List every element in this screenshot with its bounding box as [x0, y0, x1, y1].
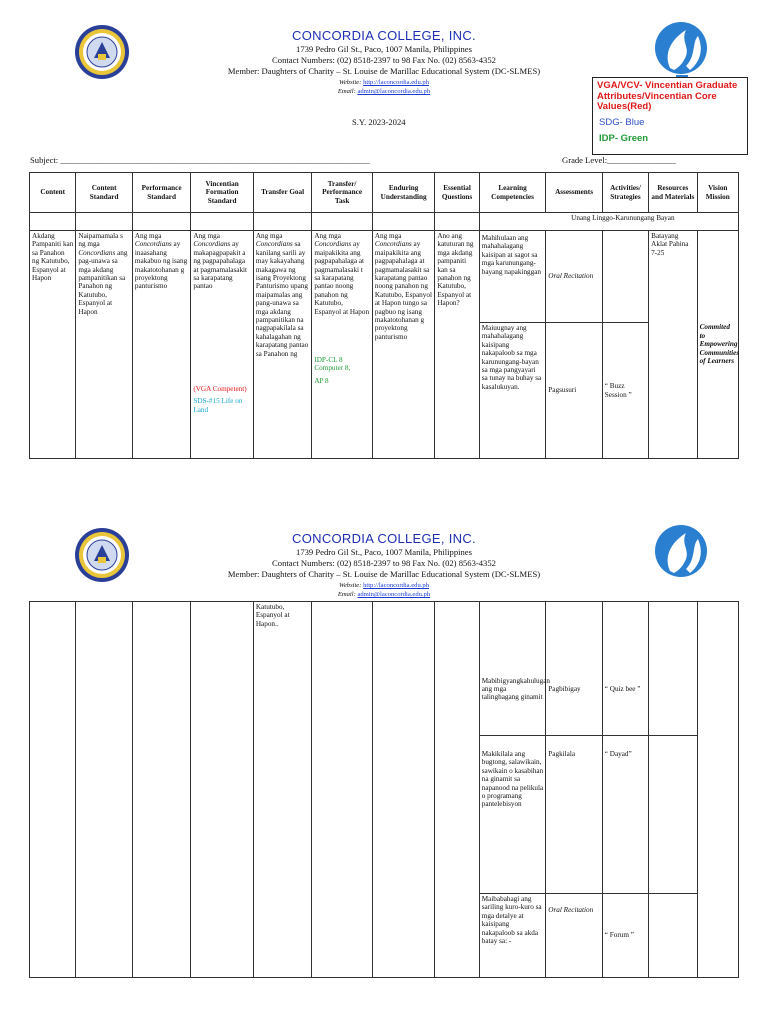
col-essential-questions: Essential Questions	[435, 173, 479, 213]
college-contacts: Contact Numbers: (02) 8518-2397 to 98 Fax No. (02) 8563-4352	[272, 558, 496, 568]
college-name: CONCORDIA COLLEGE, INC.	[292, 531, 476, 546]
idp-tag-2: Computer 8,	[314, 364, 351, 373]
activity-cell-1	[602, 231, 648, 323]
competency-cell-3: Mabibigyangkahulugan ang mga talinghagang ginamit	[479, 644, 546, 736]
col-vincentian-standard: Vincentian Formation Standard	[191, 173, 254, 213]
col-assessments: Assessments	[546, 173, 602, 213]
website-link[interactable]: http://laconcordia.edu.ph	[363, 79, 430, 86]
competency-cell-5: Maibabahagi ang sariling kuro-kuro sa mga detalye at kaisipang nakapaloob sa akda batay sa: -	[479, 894, 546, 978]
email-link[interactable]: admin@laconcordia.edu.ph	[357, 591, 431, 598]
subject-field: Subject: ________________________________________________________________________	[30, 155, 370, 165]
table-row	[30, 602, 739, 644]
col-content: Content	[30, 173, 76, 213]
assessment-cell-1: Oral Recitation	[546, 231, 602, 323]
col-performance-standard: Performance Standard	[132, 173, 190, 213]
content-standard-cell: Naipamamala s ng mga Concordians ang pag-unawa sa mga akdang pampanitikan sa Panahon ng Katutubo, Espanyol at Hapon	[76, 231, 132, 459]
website-line: Website: http://laconcordia.edu.ph	[338, 79, 430, 86]
idp-tag-3: AP 8	[314, 376, 329, 385]
transfer-goal-cont-cell: Katutubo, Espanyol at Hapon..	[253, 602, 311, 978]
activity-cell-2: “ Buzz Session ”	[602, 323, 648, 459]
college-address: 1739 Pedro Gil St., Paco, 1007 Manila, Philippines	[296, 547, 472, 557]
vga-tag: (VGA Competent)	[193, 384, 247, 393]
activity-cell-3: “ Quiz bee ”	[602, 644, 648, 736]
table-row	[30, 231, 739, 323]
school-year: S.Y. 2023-2024	[352, 117, 406, 127]
college-member: Member: Daughters of Charity – St. Louise de Marillac Educational System (DC-SLMES)	[227, 569, 541, 579]
legend-idp: IDP- Green	[599, 132, 649, 144]
curriculum-map-table-continued	[29, 601, 739, 978]
essential-questions-cell: Ano ang katuturan ng mga akdang pampaniti kan sa panahon ng Katutubo, Espanyol at Hapon?	[435, 231, 479, 459]
enduring-understanding-cell: Ang mga Concordians ay maipakikita ang pagpapahalaga at pagmamalasakit sa karapatang pantao noong panahon ng Katutubo, Espanyol at Hapon tungo sa pagbuo ng isang makatotohanan g proyektong panturismo	[372, 231, 435, 459]
resources-cell: Batayang Aklat Pahina 7-25	[649, 231, 697, 459]
website-line: Website: http://laconcordia.edu.ph	[338, 582, 430, 589]
college-member: Member: Daughters of Charity – St. Louise de Marillac Educational System (DC-SLMES)	[227, 66, 541, 76]
week-label: Unang Linggo-Karunungang Bayan	[479, 213, 738, 231]
assessment-cell-5: Oral Recitation	[546, 894, 602, 978]
college-contacts: Contact Numbers: (02) 8518-2397 to 98 Fax No. (02) 8563-4352	[272, 55, 496, 65]
college-name: CONCORDIA COLLEGE, INC.	[292, 28, 476, 43]
website-link[interactable]: http://laconcordia.edu.ph	[363, 582, 430, 589]
activity-cell-5: “ Forum ”	[602, 894, 648, 978]
week-row	[30, 213, 739, 231]
competency-cell-4: Makikilala ang bugtong, salawikain, sawikain o kasabihan na ginamit sa napanood na pelikula o programang pantelebisyon	[479, 736, 546, 894]
competency-cell-2: Maiuugnay ang mahahalagang kaisipang nakapaloob sa mga karunungang-bayan sa mga pangyayari sa tunay na buhay sa kasalukuyan.	[479, 323, 546, 459]
assessment-cell-3: Pagbibigay	[546, 644, 602, 736]
legend-vga: VGA/VCV- Vincentian Graduate Attributes/Vincentian Core Values(Red)	[597, 80, 738, 112]
col-learning-competencies: Learning Competencies	[479, 173, 546, 213]
transfer-goal-cell: Ang mga Concordians sa kanilang sarili ay may kakayahang makagawa ng isang Proyektong Panturismo upang maipamalas ang pang-unawa sa mga akdang pampanitikan na nagpapakilala sa kahalagahan ng karapatang pantao sa Panahon ng	[253, 231, 311, 459]
legend-sdg: SDG- Blue	[599, 116, 645, 128]
college-address: 1739 Pedro Gil St., Paco, 1007 Manila, Philippines	[296, 44, 472, 54]
grade-level-field: Grade Level:________________	[562, 155, 676, 165]
col-performance-task: Transfer/ Performance Task	[312, 173, 373, 213]
email-line: Email: admin@laconcordia.edu.ph	[337, 591, 431, 598]
col-vision-mission: Vision Mission	[697, 173, 738, 213]
col-transfer-goal: Transfer Goal	[253, 173, 311, 213]
color-legend	[592, 77, 748, 155]
col-content-standard: Content Standard	[76, 173, 132, 213]
vision-mission-cell: Commited to Empowering Communities of Learners	[697, 231, 738, 459]
email-line: Email: admin@laconcordia.edu.ph	[337, 88, 431, 95]
performance-task-cell: Ang mga Concordians ay maipakikita ang pagpapahalaga at pagmamalasaki t sa karapatang pantao noong panahon ng Katutubo, Espanyol at Hapon IDP-CL 8 Computer 8, AP 8	[312, 231, 373, 459]
col-enduring-understanding: Enduring Understanding	[372, 173, 435, 213]
content-cell: Akdang Pampaniti kan sa Panahon ng Katutubo, Espanyol at Hapon	[30, 231, 76, 459]
header-row	[30, 173, 739, 213]
performance-standard-cell: Ang mga Concordians ay inaasahang makabuo ng isang makatotohanan g proyektong panturismo	[132, 231, 190, 459]
col-resources: Resources and Materials	[649, 173, 697, 213]
vincentian-standard-cell: Ang mga Concordians ay makapagpapakit a ng pagpapahalaga at pagmamalasakit sa karapatang pantao (VGA Competent) SDS-#15 Life on Land	[191, 231, 254, 459]
col-activities: Activities/ Strategies	[602, 173, 648, 213]
competency-cell-1: Mahihulaan ang mahahalagang kaisipan at sagot sa mga karunungang-bayang napakinggan	[479, 231, 546, 323]
curriculum-map-table	[29, 172, 739, 459]
assessment-cell-2: Pagsusuri	[546, 323, 602, 459]
email-link[interactable]: admin@laconcordia.edu.ph	[357, 88, 431, 95]
activity-cell-4: “ Dayad”	[602, 736, 648, 894]
assessment-cell-4: Pagkilala	[546, 736, 602, 894]
sdg-tag: SDS-#15 Life on Land	[193, 397, 243, 414]
idp-tag-1: IDP-CL 8	[314, 356, 343, 365]
